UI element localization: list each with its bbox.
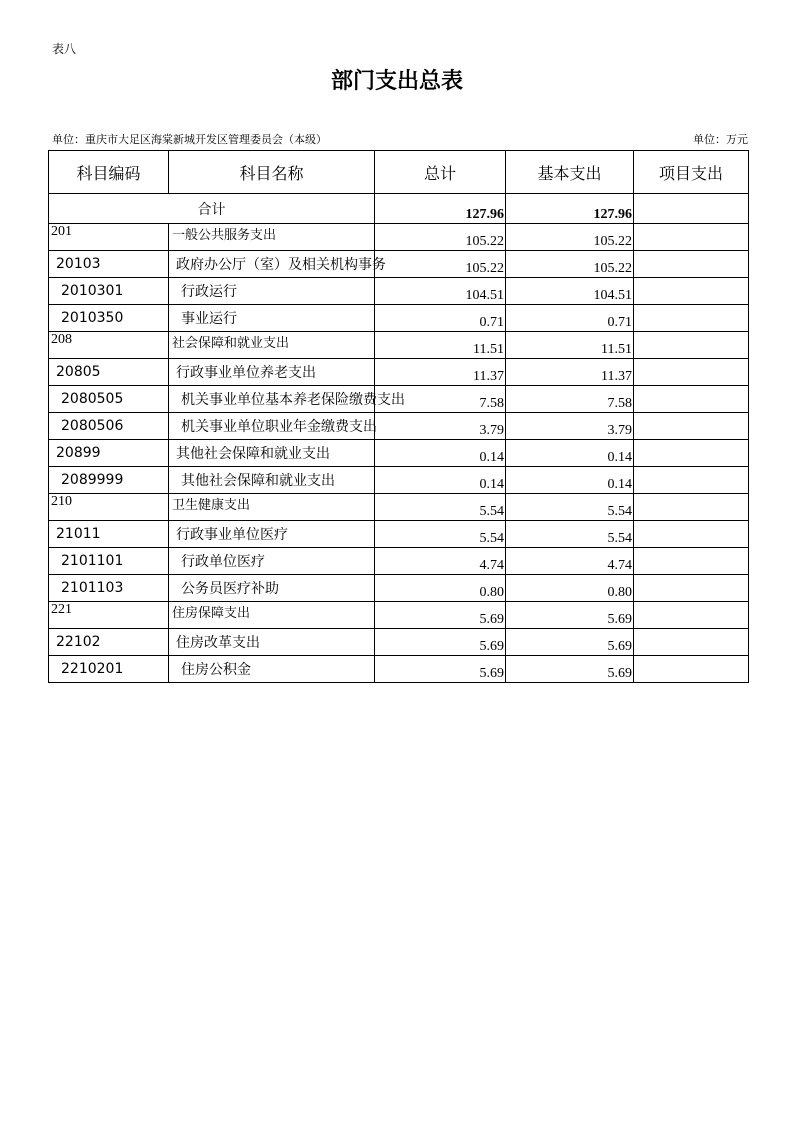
subject-name: 机关事业单位基本养老保险缴费支出 [169, 386, 375, 413]
project-amount [634, 629, 749, 656]
total-amount: 4.74 [375, 548, 506, 575]
table-row [49, 305, 749, 332]
total-amount: 0.71 [375, 305, 506, 332]
subject-code: 2080506 [49, 413, 169, 440]
subject-name: 行政事业单位医疗 [169, 521, 375, 548]
total-amount: 5.69 [375, 629, 506, 656]
subject-name: 住房公积金 [169, 656, 375, 683]
basic-amount: 4.74 [506, 548, 634, 575]
table-row [49, 521, 749, 548]
table-row [49, 440, 749, 467]
total-amount: 105.22 [375, 224, 506, 251]
subject-code: 201 [49, 224, 169, 251]
table-row [49, 224, 749, 251]
basic-amount: 0.14 [506, 440, 634, 467]
subject-code: 2089999 [49, 467, 169, 494]
table-label: 表八 [52, 42, 77, 56]
subject-code: 20899 [49, 440, 169, 467]
total-label: 合计 [49, 194, 375, 224]
total-amount: 127.96 [375, 194, 506, 224]
total-amount: 0.14 [375, 440, 506, 467]
subject-name: 事业运行 [169, 305, 375, 332]
project-amount [634, 656, 749, 683]
total-amount: 5.69 [375, 656, 506, 683]
subject-name: 政府办公厅（室）及相关机构事务 [169, 251, 375, 278]
project-amount [634, 467, 749, 494]
project-amount [634, 305, 749, 332]
table-row [49, 251, 749, 278]
subject-code: 2210201 [49, 656, 169, 683]
project-amount [634, 413, 749, 440]
table-row [49, 278, 749, 305]
project-amount [634, 440, 749, 467]
table-row [49, 467, 749, 494]
project-amount [634, 359, 749, 386]
subject-name: 其他社会保障和就业支出 [169, 440, 375, 467]
table-row [49, 602, 749, 629]
project-amount [634, 521, 749, 548]
project-amount [634, 332, 749, 359]
basic-amount: 5.54 [506, 494, 634, 521]
subject-name: 公务员医疗补助 [169, 575, 375, 602]
table-row [49, 575, 749, 602]
subject-code: 221 [49, 602, 169, 629]
subject-name: 行政运行 [169, 278, 375, 305]
basic-amount: 11.51 [506, 332, 634, 359]
subject-code: 2010301 [49, 278, 169, 305]
subject-name: 卫生健康支出 [169, 494, 375, 521]
table-row [49, 656, 749, 683]
table-row [49, 359, 749, 386]
total-amount: 104.51 [375, 278, 506, 305]
total-amount: 3.79 [375, 413, 506, 440]
project-amount [634, 251, 749, 278]
basic-amount: 11.37 [506, 359, 634, 386]
table-row [49, 629, 749, 656]
project-amount [634, 494, 749, 521]
subject-code: 2010350 [49, 305, 169, 332]
currency-unit-label: 单位：万元 [693, 133, 748, 146]
project-amount [634, 548, 749, 575]
table-row [49, 548, 749, 575]
subject-name: 机关事业单位职业年金缴费支出 [169, 413, 375, 440]
column-header-code: 科目编码 [49, 151, 169, 194]
total-amount: 5.54 [375, 521, 506, 548]
subject-code: 21011 [49, 521, 169, 548]
subject-name: 行政单位医疗 [169, 548, 375, 575]
total-row [49, 194, 749, 224]
column-header-basic: 基本支出 [506, 151, 634, 194]
basic-amount: 5.69 [506, 602, 634, 629]
basic-amount: 5.54 [506, 521, 634, 548]
subject-name: 一般公共服务支出 [169, 224, 375, 251]
total-amount: 105.22 [375, 251, 506, 278]
subject-code: 210 [49, 494, 169, 521]
project-amount [634, 386, 749, 413]
table-body [49, 194, 749, 683]
total-amount: 0.14 [375, 467, 506, 494]
header-row [49, 151, 749, 194]
total-project-amount [634, 194, 749, 224]
total-amount: 5.69 [375, 602, 506, 629]
subject-name: 行政事业单位养老支出 [169, 359, 375, 386]
total-basic-amount: 127.96 [506, 194, 634, 224]
basic-amount: 105.22 [506, 224, 634, 251]
column-header-name: 科目名称 [169, 151, 375, 194]
basic-amount: 3.79 [506, 413, 634, 440]
total-amount: 7.58 [375, 386, 506, 413]
total-amount: 0.80 [375, 575, 506, 602]
unit-label: 单位：重庆市大足区海棠新城开发区管理委员会（本级） [52, 133, 327, 146]
basic-amount: 0.80 [506, 575, 634, 602]
basic-amount: 104.51 [506, 278, 634, 305]
column-header-total: 总计 [375, 151, 506, 194]
basic-amount: 0.14 [506, 467, 634, 494]
project-amount [634, 575, 749, 602]
total-amount: 11.37 [375, 359, 506, 386]
total-amount: 5.54 [375, 494, 506, 521]
basic-amount: 5.69 [506, 656, 634, 683]
basic-amount: 0.71 [506, 305, 634, 332]
page-title: 部门支出总表 [330, 68, 463, 94]
basic-amount: 5.69 [506, 629, 634, 656]
subject-code: 2080505 [49, 386, 169, 413]
subject-code: 208 [49, 332, 169, 359]
table-row [49, 413, 749, 440]
basic-amount: 7.58 [506, 386, 634, 413]
subject-name: 住房保障支出 [169, 602, 375, 629]
expense-table [48, 150, 749, 683]
subject-name: 其他社会保障和就业支出 [169, 467, 375, 494]
subject-code: 22102 [49, 629, 169, 656]
subject-code: 2101103 [49, 575, 169, 602]
total-amount: 11.51 [375, 332, 506, 359]
table-row [49, 494, 749, 521]
table-row [49, 332, 749, 359]
project-amount [634, 278, 749, 305]
subject-name: 社会保障和就业支出 [169, 332, 375, 359]
subject-code: 20103 [49, 251, 169, 278]
column-header-project: 项目支出 [634, 151, 749, 194]
subject-code: 2101101 [49, 548, 169, 575]
subject-name: 住房改革支出 [169, 629, 375, 656]
project-amount [634, 602, 749, 629]
project-amount [634, 224, 749, 251]
basic-amount: 105.22 [506, 251, 634, 278]
subject-code: 20805 [49, 359, 169, 386]
table-row [49, 386, 749, 413]
